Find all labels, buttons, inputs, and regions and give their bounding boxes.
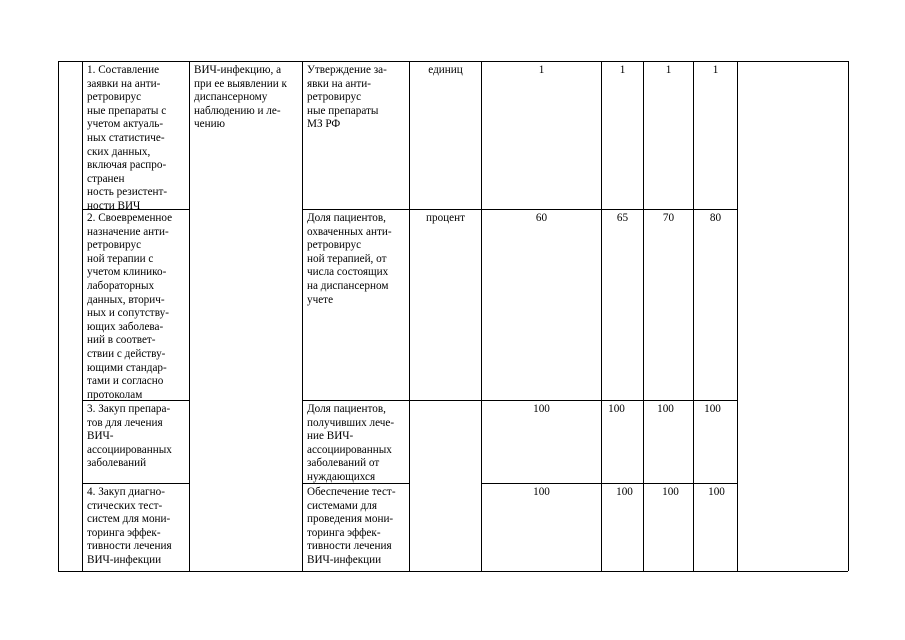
value-1-2: 1 [619,64,626,76]
table-border-bottom [58,571,848,572]
table-border-top [58,61,848,62]
indicator-2: Доля пациентов, охваченных анти- ретровирус ной терапией, от числа состоящих на диспансерном учете [307,212,392,306]
value-4-3: 100 [662,486,679,498]
indicator-3: Доля пациентов, получивших лече- ние ВИЧ- ассоциированных заболеваний от нуждающихся [307,403,395,483]
common-text: ВИЧ-инфекцию, а при ее выявлении к диспансерному наблюдению и ле- чению [194,64,287,131]
table-divider-common [189,61,190,571]
table-border-left [58,61,59,571]
unit-1: единиц [428,64,463,76]
table-divider-unit [409,61,410,571]
indicator-4: Обеспечение тест- системами для проведения мони- торинга эффек- тивности лечения ВИЧ-инфекции [307,486,396,566]
value-4-2: 100 [616,486,633,498]
value-3-3: 100 [657,403,674,415]
row-divider-3-values [481,483,737,484]
value-1-1: 1 [538,64,545,76]
row-divider-2-values [302,400,737,401]
value-1-3: 1 [665,64,672,76]
indicator-1: Утверждение за- явки на анти- ретровирус ные препараты МЗ РФ [307,64,387,131]
value-2-4: 80 [709,212,722,224]
table-divider-activity [82,61,83,571]
value-2-3: 70 [662,212,675,224]
activity-3: 3. Закуп препара- тов для лечения ВИЧ- ассоциированных заболеваний [87,403,172,470]
value-4-4: 100 [708,486,725,498]
row-divider-3-activity [82,483,189,484]
activity-4: 4. Закуп диагно- стических тест- систем для мони- торинга эффек- тивности лечения ВИЧ-инфекции [87,486,172,566]
value-2-2: 65 [616,212,629,224]
activity-2: 2. Своевременное назначение анти- ретровирус ной терапии с учетом клинико- лабораторных данных, вторич- ных и сопутству- ющих заболева- ний в соответ- ствии с действу- ющими стандар- тами и согласно протоколам [87,212,173,401]
row-divider-1-values [302,209,737,210]
value-1-4: 1 [712,64,719,76]
table-divider-indicator [302,61,303,571]
value-3-1: 100 [533,403,550,415]
value-4-1: 100 [533,486,550,498]
unit-2: процент [425,212,465,224]
table-border-right [848,61,849,571]
value-3-2: 100 [608,403,625,415]
value-3-4: 100 [704,403,721,415]
activity-1: 1. Составление заявки на анти- ретровирус ные препараты с учетом актуаль- ных статистиче- ских данных, включая распро- странен ность резистент- ности ВИЧ [87,64,168,212]
value-2-1: 60 [535,212,548,224]
